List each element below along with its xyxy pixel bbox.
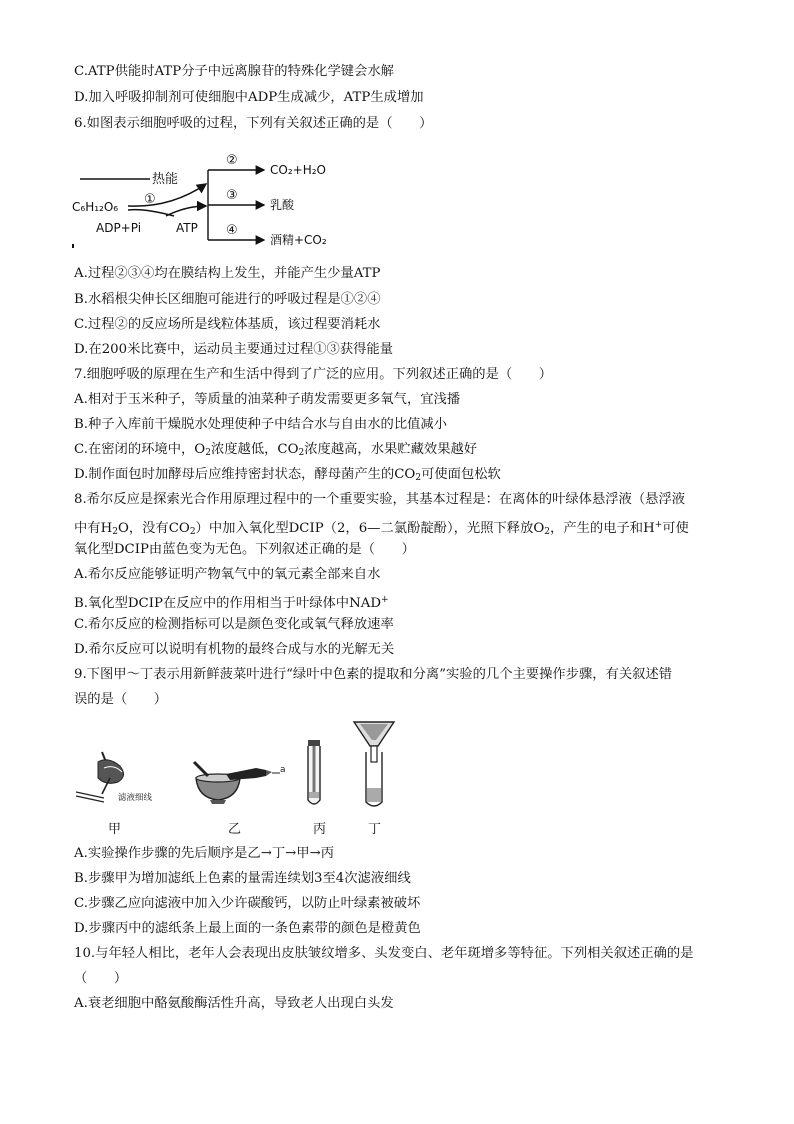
q6-option-d: D.在200米比赛中，运动员主要通过过程①③获得能量 xyxy=(74,342,394,357)
q8-stem-line3: 氧化型DCIP由蓝色变为无色。下列叙述正确的是（ ） xyxy=(74,542,415,557)
q6-option-c: C.过程②的反应场所是线粒体基质，该过程要消耗水 xyxy=(74,317,381,332)
q6-stem: 6.如图表示细胞呼吸的过程，下列有关叙述正确的是（ ） xyxy=(74,116,433,131)
caption-ding: 丁 xyxy=(368,822,382,837)
q7-option-a: A.相对于玉米种子，等质量的油菜种子萌发需要更多氧气，宜浅播 xyxy=(74,392,461,407)
step-yi-grinding-figure xyxy=(186,760,286,806)
caption-jia: 甲 xyxy=(108,822,122,837)
adp-label: ADP+Pi xyxy=(96,221,142,235)
q7-option-b: B.种子入库前干燥脱水处理使种子中结合水与自由水的比值减小 xyxy=(74,417,448,432)
q8-option-b: B.氧化型DCIP在反应中的作用相当于叶绿体中NAD+ xyxy=(74,595,389,611)
q8-option-c: C.希尔反应的检测指标可以是颜色变化或氧气释放速率 xyxy=(74,617,394,632)
q8-stem-line1: 8.希尔反应是探索光合作用原理过程中的一个重要实验，其基本过程是：在离体的叶绿体悬浮液（悬浮液 xyxy=(74,492,686,507)
caption-bing: 丙 xyxy=(313,822,327,837)
atp-label: ATP xyxy=(176,221,198,235)
substrate-label: C₆H₁₂O₆ xyxy=(72,200,119,214)
step-jia-drawing-line-figure xyxy=(74,748,174,804)
q9-option-a: A.实验操作步骤的先后顺序是乙→丁→甲→丙 xyxy=(74,846,335,861)
step3-label: ③ xyxy=(226,188,238,203)
out3-label: 乳酸 xyxy=(270,198,295,212)
q9-option-d: D.步骤丙中的滤纸条上最上面的一条色素带的颜色是橙黄色 xyxy=(74,921,421,936)
q10-stem-line1: 10.与年轻人相比，老年人会表现出皮肤皱纹增多、头发变白、老年斑增多等特征。下列相关叙述正确的是 xyxy=(74,946,694,961)
q9-option-b: B.步骤甲为增加滤纸上色素的量需连续划3至4次滤液细线 xyxy=(74,871,411,886)
q7-stem: 7.细胞呼吸的原理在生产和生活中得到了广泛的应用。下列叙述正确的是（ ） xyxy=(74,367,553,382)
step-ding-funnel-figure xyxy=(352,718,396,810)
q10-stem-line2: （ ） xyxy=(74,971,128,986)
filter-line-label: 滤液细线 xyxy=(118,793,153,803)
label-a: a xyxy=(280,765,286,775)
q10-option-a: A.衰老细胞中酪氨酸酶活性升高，导致老人出现白头发 xyxy=(74,996,394,1011)
q8-option-d: D.希尔反应可以说明有机物的最终合成与水的光解无关 xyxy=(74,642,395,657)
q6-respiration-diagram xyxy=(66,148,356,254)
step1-label: ① xyxy=(144,192,156,207)
q8-stem-line2: 中有$H_2O$，没有$CO_2$）中加入氧化型DCIP（2，6—二氯酚靛酚），光照下释放$O_2$，产生的电子和H+可使 xyxy=(74,520,689,537)
out2-label: CO₂+H₂O xyxy=(270,163,326,177)
q6-option-a: A.过程②③④均在膜结构上发生，并能产生少量ATP xyxy=(74,266,381,281)
q5-option-c: C.ATP供能时ATP分子中远离腺苷的特殊化学键会水解 xyxy=(74,64,394,79)
caption-yi: 乙 xyxy=(228,822,242,837)
step4-label: ④ xyxy=(226,223,238,238)
q7-option-d: D.制作面包时加酵母后应维持密封状态，酵母菌产生的$CO_2$可使面包松软 xyxy=(74,467,501,483)
q9-option-c: C.步骤乙应向滤液中加入少许碳酸钙，以防止叶绿素被破坏 xyxy=(74,896,421,911)
q5-option-d: D.加入呼吸抑制剂可使细胞中ADP生成减少，ATP生成增加 xyxy=(74,90,424,105)
q6-option-b: B.水稻根尖伸长区细胞可能进行的呼吸过程是①②④ xyxy=(74,292,381,307)
q8-option-a: A.希尔反应能够证明产物氧气中的氧元素全部来自水 xyxy=(74,567,381,582)
q9-stem-line1: 9.下图甲～丁表示用新鲜菠菜叶进行“绿叶中色素的提取和分离”实验的几个主要操作步骤，有关叙述错 xyxy=(74,667,673,682)
q7-option-c: C.在密闭的环境中，$O_2$浓度越低，$CO_2$浓度越高，水果贮藏效果越好 xyxy=(74,442,478,458)
q9-stem-line2: 误的是（ ） xyxy=(74,692,168,707)
out4-label: 酒精+CO₂ xyxy=(270,233,327,247)
step2-label: ② xyxy=(226,153,238,168)
step-bing-test-tube-figure xyxy=(302,738,326,808)
heat-label: 热能 xyxy=(152,172,179,187)
